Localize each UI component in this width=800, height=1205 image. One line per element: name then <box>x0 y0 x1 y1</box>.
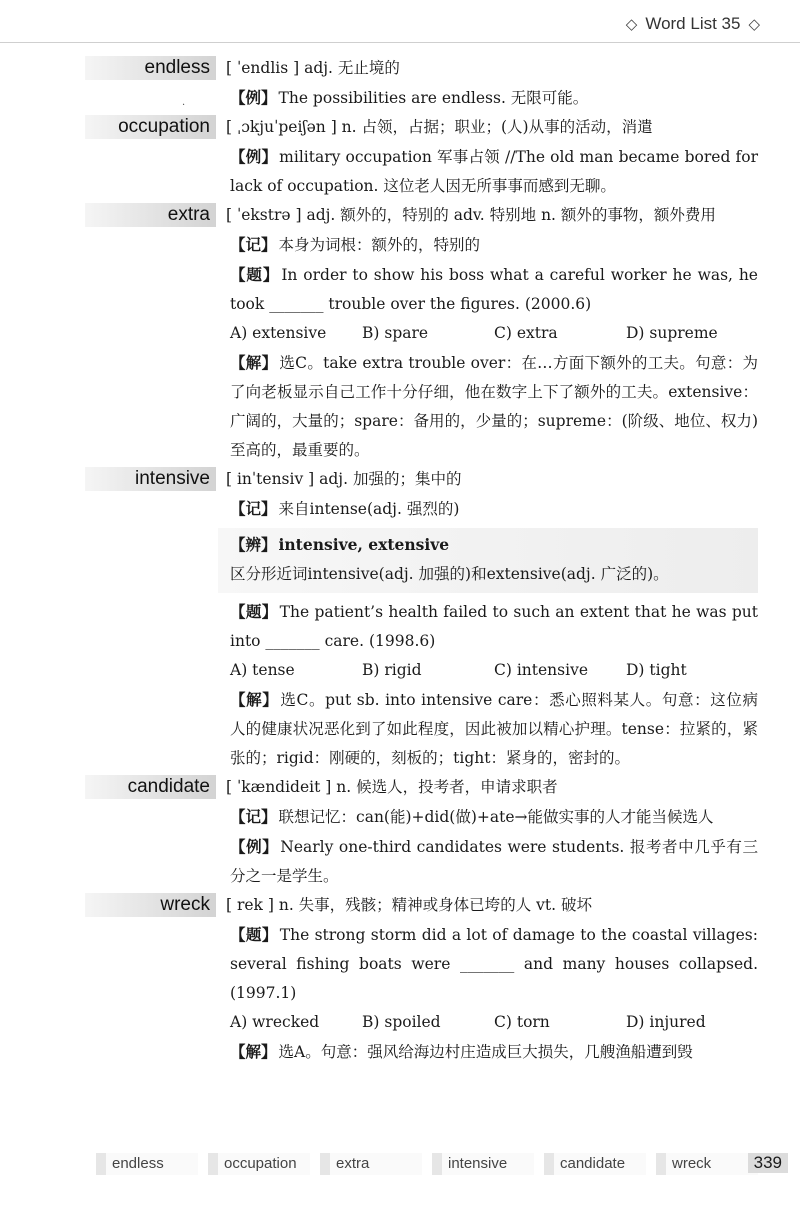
distinguish-box <box>218 528 758 593</box>
block-text: 联想记忆：can(能)+did(做)+ate→能做实事的人才能当候选人 <box>278 808 714 826</box>
definition-line: [ ˈendlis ] adj. 无止境的 <box>226 59 400 77</box>
block-text: The patient’s health failed to such an extent that he was put into _______ care. (1998.6) <box>230 603 758 650</box>
option: C) intensive <box>494 661 588 679</box>
block-text: In order to show his boss what a careful worker he was, he took _______ trouble over the figures. (2000.6) <box>230 266 758 313</box>
entry-wreck <box>0 891 800 1067</box>
question-block <box>230 597 758 656</box>
headword: candidate <box>85 775 216 799</box>
tag-label: 【记】 <box>230 807 277 826</box>
definition-line: [ ˈekstrə ] adj. 额外的，特别的 adv. 特别地 n. 额外的事物，额外费用 <box>226 206 716 224</box>
footer-tab-occupation[interactable]: occupation <box>208 1153 310 1175</box>
block-text: 来自intense(adj. 强烈的) <box>278 500 460 518</box>
distinguish-title: intensive, extensive <box>278 535 450 554</box>
definition-line: [ rek ] n. 失事，残骸；精神或身体已垮的人 vt. 破坏 <box>226 896 592 914</box>
tag-label: 【解】 <box>230 353 278 372</box>
answer-block <box>230 348 758 465</box>
tag-label: 【题】 <box>230 265 280 284</box>
option: A) extensive <box>230 324 327 342</box>
option: C) extra <box>494 324 558 342</box>
entries-container <box>0 54 800 1067</box>
memory-block <box>230 802 758 832</box>
option: D) tight <box>626 661 687 679</box>
entry-endless <box>0 54 800 113</box>
stray-dot: · <box>182 100 186 111</box>
headword: intensive <box>85 467 216 491</box>
footer-tab-endless[interactable]: endless <box>96 1153 198 1175</box>
memory-block <box>230 230 758 260</box>
tag-label: 【例】 <box>230 837 279 856</box>
tag-label: 【解】 <box>230 1042 277 1061</box>
option: B) spare <box>362 324 429 342</box>
block-text: 选C。put sb. into intensive care：悉心照料某人。句意：这位病人的健康状况恶化到了如此程度，因此被加以精心护理。tense：拉紧的，紧张的；rigid：刚硬的，刻板的；tight：紧身的，密封的。 <box>230 691 758 767</box>
tag-label: 【题】 <box>230 602 278 621</box>
option: B) rigid <box>362 661 422 679</box>
page-header <box>626 14 760 34</box>
options-row <box>230 1008 758 1037</box>
option: B) spoiled <box>362 1013 441 1031</box>
headword: extra <box>85 203 216 227</box>
page-number: 339 <box>748 1153 788 1173</box>
tag-label: 【例】 <box>230 147 278 166</box>
options-row <box>230 319 758 348</box>
example-block <box>230 83 758 113</box>
headword: wreck <box>85 893 216 917</box>
answer-block <box>230 685 758 773</box>
tag-label: 【例】 <box>230 88 277 107</box>
entry-candidate <box>0 773 800 891</box>
question-block <box>230 260 758 319</box>
tag-label: 【记】 <box>230 235 277 254</box>
header-rule <box>0 42 800 43</box>
diamond-icon: ◇ <box>625 16 638 33</box>
block-text: Nearly one-third candidates were students. 报考者中几乎有三分之一是学生。 <box>230 838 758 885</box>
headword: endless <box>85 56 216 80</box>
entry-extra <box>0 201 800 465</box>
block-text: 选C。take extra trouble over：在…方面下额外的工夫。句意：为了向老板显示自己工作十分仔细，他在数字上下了额外的工夫。extensive：广阔的，大量的；spare：备用的，少量的；supreme：(阶级、地位、权力)至高的，最重要的。 <box>230 354 758 459</box>
answer-block <box>230 1037 758 1067</box>
tag-label: 【题】 <box>230 925 278 944</box>
entry-occupation <box>0 113 800 201</box>
block-text: military occupation 军事占领 //The old man became bored for lack of occupation. 这位老人因无所事事而感到无聊。 <box>230 148 758 195</box>
footer-tab-wreck[interactable]: wreck <box>656 1153 758 1175</box>
tag-label: 【记】 <box>230 499 277 518</box>
footer-tab-intensive[interactable]: intensive <box>432 1153 534 1175</box>
distinguish-text: 区分形近词intensive(adj. 加强的)和extensive(adj. 广泛的)。 <box>230 565 669 583</box>
options-row <box>230 656 758 685</box>
block-text: 选A。句意：强风给海边村庄造成巨大损失，几艘渔船遭到毁 <box>278 1043 693 1061</box>
option: C) torn <box>494 1013 550 1031</box>
tag-label: 【解】 <box>230 690 279 709</box>
option: D) injured <box>626 1013 706 1031</box>
footer-tabs <box>96 1153 758 1175</box>
tag-label: 【辨】 <box>230 535 277 554</box>
option: A) tense <box>230 661 295 679</box>
footer-tab-candidate[interactable]: candidate <box>544 1153 646 1175</box>
option: D) supreme <box>626 324 718 342</box>
example-block <box>230 142 758 201</box>
block-text: The strong storm did a lot of damage to the coastal villages: several fishing boats were _______ and many houses collapsed. (1997.1) <box>230 926 758 1002</box>
word-list-title: Word List 35 <box>645 14 741 33</box>
question-block <box>230 920 758 1008</box>
definition-line: [ ˌɔkjuˈpeiʃən ] n. 占领，占据；职业；(人)从事的活动，消遣 <box>226 118 653 136</box>
example-block <box>230 832 758 891</box>
definition-line: [ inˈtensiv ] adj. 加强的；集中的 <box>226 470 462 488</box>
entry-intensive <box>0 465 800 773</box>
memory-block <box>230 494 758 524</box>
block-text: 本身为词根：额外的，特别的 <box>278 236 481 254</box>
option: A) wrecked <box>230 1013 320 1031</box>
definition-line: [ ˈkændideit ] n. 候选人，投考者，申请求职者 <box>226 778 558 796</box>
diamond-icon: ◇ <box>748 16 760 33</box>
headword: occupation <box>85 115 216 139</box>
footer-tab-extra[interactable]: extra <box>320 1153 422 1175</box>
block-text: The possibilities are endless. 无限可能。 <box>278 89 589 107</box>
